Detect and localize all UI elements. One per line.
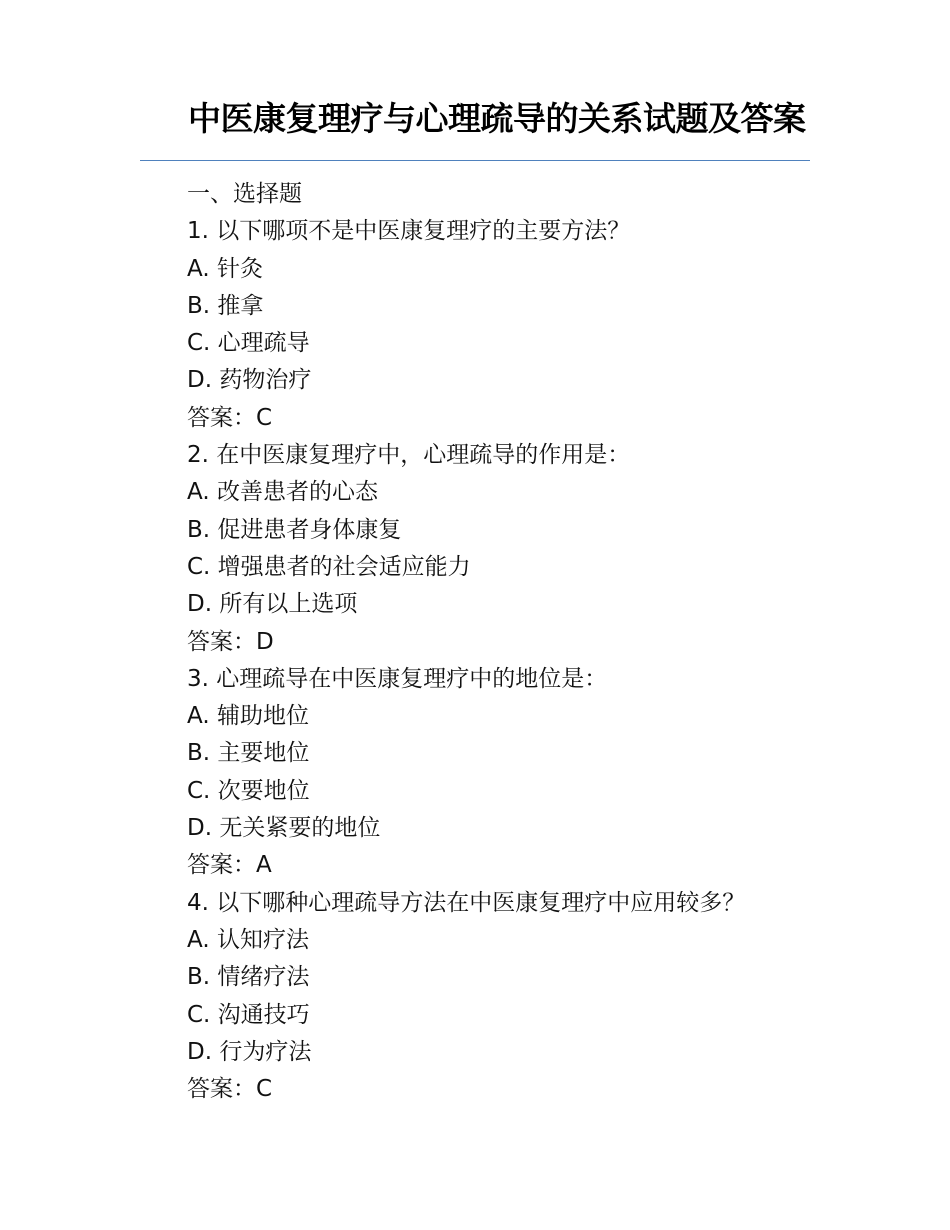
question-option: B. 促进患者身体康复 (187, 516, 402, 543)
question-option: C. 增强患者的社会适应能力 (187, 553, 471, 580)
question-answer: 答案：A (187, 852, 272, 879)
question-option: D. 无关紧要的地位 (187, 815, 381, 842)
question-option: A. 针灸 (187, 255, 263, 282)
question-option: A. 改善患者的心态 (187, 479, 378, 506)
question-option: C. 次要地位 (187, 777, 310, 804)
question-option: B. 推拿 (187, 292, 264, 319)
question-stem: 2. 在中医康复理疗中，心理疏导的作用是： (187, 442, 631, 469)
question-answer: 答案：C (187, 404, 273, 431)
question-stem: 3. 心理疏导在中医康复理疗中的地位是： (187, 665, 608, 692)
question-option: C. 沟通技巧 (187, 1001, 310, 1028)
question-option: A. 认知疗法 (187, 926, 309, 953)
question-stem: 4. 以下哪种心理疏导方法在中医康复理疗中应用较多？ (187, 889, 746, 916)
question-stem: 1. 以下哪项不是中医康复理疗的主要方法？ (187, 218, 631, 245)
question-option: A. 辅助地位 (187, 703, 309, 730)
title-underline (140, 160, 810, 161)
question-answer: 答案：C (187, 1076, 273, 1103)
question-option: D. 所有以上选项 (187, 591, 358, 618)
question-answer: 答案：D (187, 628, 274, 655)
document-title: 中医康复理疗与心理疏导的关系试题及答案 (188, 99, 806, 138)
question-option: D. 药物治疗 (187, 367, 312, 394)
document-body (187, 176, 827, 1108)
question-option: B. 情绪疗法 (187, 964, 310, 991)
section-heading: 一、选择题 (187, 181, 302, 207)
question-option: B. 主要地位 (187, 740, 310, 767)
question-option: D. 行为疗法 (187, 1038, 312, 1065)
question-option: C. 心理疏导 (187, 330, 310, 357)
title-block (140, 99, 810, 162)
